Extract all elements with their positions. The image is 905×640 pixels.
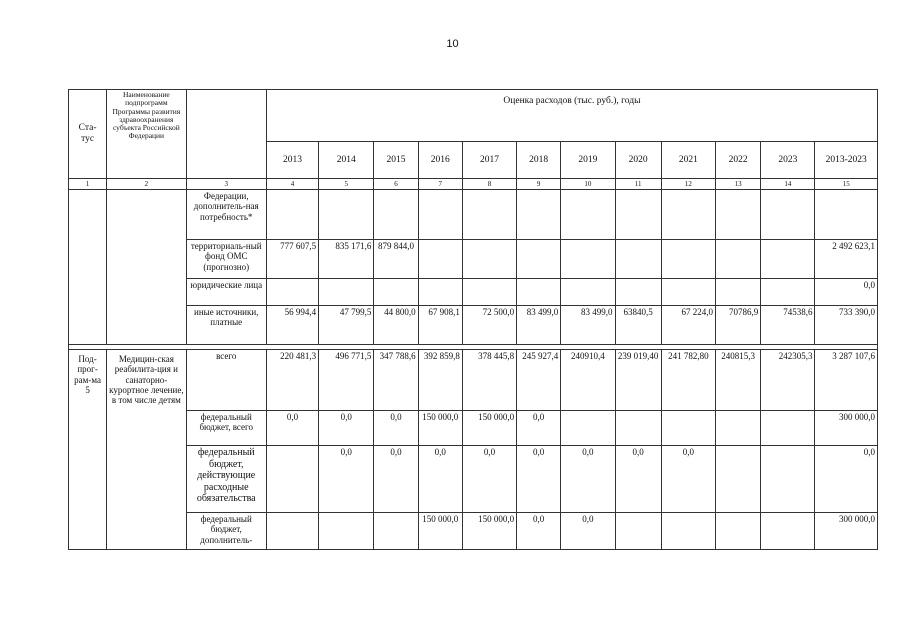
value-cell: 0,0 [462,446,516,513]
value-cell: 150 000,0 [418,513,462,550]
year-cell: 2017 [462,142,516,179]
value-cell: 83 499,0 [561,306,615,345]
value-cell: 47 799,5 [319,306,374,345]
column-number: 5 [319,179,374,190]
table-row [69,513,878,550]
value-cell: 220 481,3 [266,350,318,411]
value-cell [615,513,661,550]
source-cell: федеральный бюджет, всего [186,411,266,446]
value-cell: 300 000,0 [815,513,878,550]
value-cell: 392 859,8 [418,350,462,411]
value-cell: 0,0 [517,411,561,446]
value-cell: 2 492 623,1 [815,240,878,279]
value-cell [761,240,815,279]
table-row [69,306,878,345]
value-cell: 300 000,0 [815,411,878,446]
year-cell: 2020 [615,142,661,179]
header-source [186,90,266,179]
value-cell [615,411,661,446]
value-cell [661,279,715,306]
status-cell-empty [69,190,107,345]
value-cell [615,279,661,306]
value-cell: 70786,9 [715,306,760,345]
value-cell [661,513,715,550]
value-cell: 150 000,0 [462,411,516,446]
value-cell: 72 500,0 [462,306,516,345]
header-estimate-title: Оценка расходов (тыс. руб.), годы [266,90,877,142]
value-cell: 67 908,1 [418,306,462,345]
subprogram-name-cell: Медицин-ская реабилита-ция и санаторно-курортное лечение, в том числе детям [107,350,186,550]
year-cell: 2018 [517,142,561,179]
value-cell: 0,0 [418,446,462,513]
value-cell: 240815,3 [715,350,760,411]
column-number: 12 [661,179,715,190]
header-name: Наименование подпрограмм Программы развития здравоохранения субъекта Российской Федерации [107,90,186,179]
value-cell [761,446,815,513]
table-row [69,446,878,513]
year-cell: 2014 [319,142,374,179]
year-cell: 2016 [418,142,462,179]
value-cell: 242305,3 [761,350,815,411]
value-cell [462,240,516,279]
column-number: 11 [615,179,661,190]
column-number: 13 [715,179,760,190]
value-cell [761,513,815,550]
source-cell: федеральный бюджет, действующие расходные обязательства [186,446,266,513]
value-cell: 3 287 107,6 [815,350,878,411]
value-cell: 56 994,4 [266,306,318,345]
value-cell: 0,0 [815,279,878,306]
value-cell [462,279,516,306]
table-row [69,240,878,279]
value-cell: 0,0 [319,446,374,513]
column-number: 1 [69,179,107,190]
column-numbers-row [69,179,878,190]
budget-table [68,89,878,550]
value-cell: 496 771,5 [319,350,374,411]
header-status: Ста- тус [69,90,107,179]
column-number: 10 [561,179,615,190]
value-cell [815,190,878,240]
value-cell [319,279,374,306]
column-number: 2 [107,179,186,190]
column-number: 7 [418,179,462,190]
value-cell [266,190,318,240]
value-cell: 245 927,4 [517,350,561,411]
value-cell: 378 445,8 [462,350,516,411]
value-cell [418,240,462,279]
value-cell: 150 000,0 [418,411,462,446]
value-cell [418,279,462,306]
value-cell: 777 607,5 [266,240,318,279]
value-cell [374,190,418,240]
value-cell [319,190,374,240]
header-row-top [69,90,878,142]
column-number: 6 [374,179,418,190]
value-cell: 63840,5 [615,306,661,345]
year-cell: 2019 [561,142,615,179]
value-cell: 74538,6 [761,306,815,345]
value-cell: 239 019,40 [615,350,661,411]
value-cell: 67 224,0 [661,306,715,345]
value-cell [715,513,760,550]
value-cell: 733 390,0 [815,306,878,345]
column-number: 9 [517,179,561,190]
source-cell: юридические лица [186,279,266,306]
value-cell [561,190,615,240]
value-cell [462,190,516,240]
value-cell [761,279,815,306]
value-cell [374,513,418,550]
status-cell: Под-прог-рам-ма 5 [69,350,107,550]
value-cell [561,279,615,306]
value-cell: 0,0 [815,446,878,513]
value-cell [418,190,462,240]
value-cell: 240910,4 [561,350,615,411]
value-cell [715,279,760,306]
value-cell: 879 844,0 [374,240,418,279]
column-number: 4 [266,179,318,190]
table-row [69,190,878,240]
year-cell: 2015 [374,142,418,179]
value-cell [517,279,561,306]
value-cell [761,190,815,240]
value-cell [517,240,561,279]
year-cell: 2013 [266,142,318,179]
value-cell [715,411,760,446]
value-cell [715,240,760,279]
value-cell [661,240,715,279]
value-cell [561,411,615,446]
value-cell [761,411,815,446]
value-cell: 0,0 [561,513,615,550]
value-cell: 0,0 [615,446,661,513]
table-row [69,279,878,306]
year-cell: 2021 [661,142,715,179]
table-row [69,350,878,411]
value-cell: 0,0 [374,411,418,446]
value-cell [517,190,561,240]
source-cell: территориаль-ный фонд ОМС (прогнозно) [186,240,266,279]
value-cell: 347 788,6 [374,350,418,411]
value-cell [615,240,661,279]
value-cell [266,513,318,550]
value-cell [319,513,374,550]
name-cell-empty [107,190,186,345]
value-cell: 0,0 [517,513,561,550]
value-cell [615,190,661,240]
source-cell: Федерации, дополнитель-ная потребность* [186,190,266,240]
value-cell: 835 171,6 [319,240,374,279]
table-row [69,411,878,446]
value-cell [374,279,418,306]
value-cell [715,190,760,240]
value-cell: 83 499,0 [517,306,561,345]
value-cell: 0,0 [374,446,418,513]
source-cell: всего [186,350,266,411]
value-cell: 0,0 [561,446,615,513]
year-cell: 2023 [761,142,815,179]
value-cell: 241 782,80 [661,350,715,411]
value-cell: 0,0 [266,411,318,446]
value-cell: 0,0 [319,411,374,446]
value-cell [561,240,615,279]
column-number: 15 [815,179,878,190]
value-cell [661,190,715,240]
value-cell: 0,0 [517,446,561,513]
value-cell: 44 800,0 [374,306,418,345]
value-cell: 0,0 [661,446,715,513]
value-cell [715,446,760,513]
page-number: 10 [446,38,459,50]
value-cell: 150 000,0 [462,513,516,550]
column-number: 14 [761,179,815,190]
year-cell: 2013-2023 [815,142,878,179]
year-cell: 2022 [715,142,760,179]
value-cell [661,411,715,446]
column-number: 3 [186,179,266,190]
value-cell [266,279,318,306]
column-number: 8 [462,179,516,190]
source-cell: федеральный бюджет, дополнитель- [186,513,266,550]
value-cell [266,446,318,513]
source-cell: иные источники, платные [186,306,266,345]
